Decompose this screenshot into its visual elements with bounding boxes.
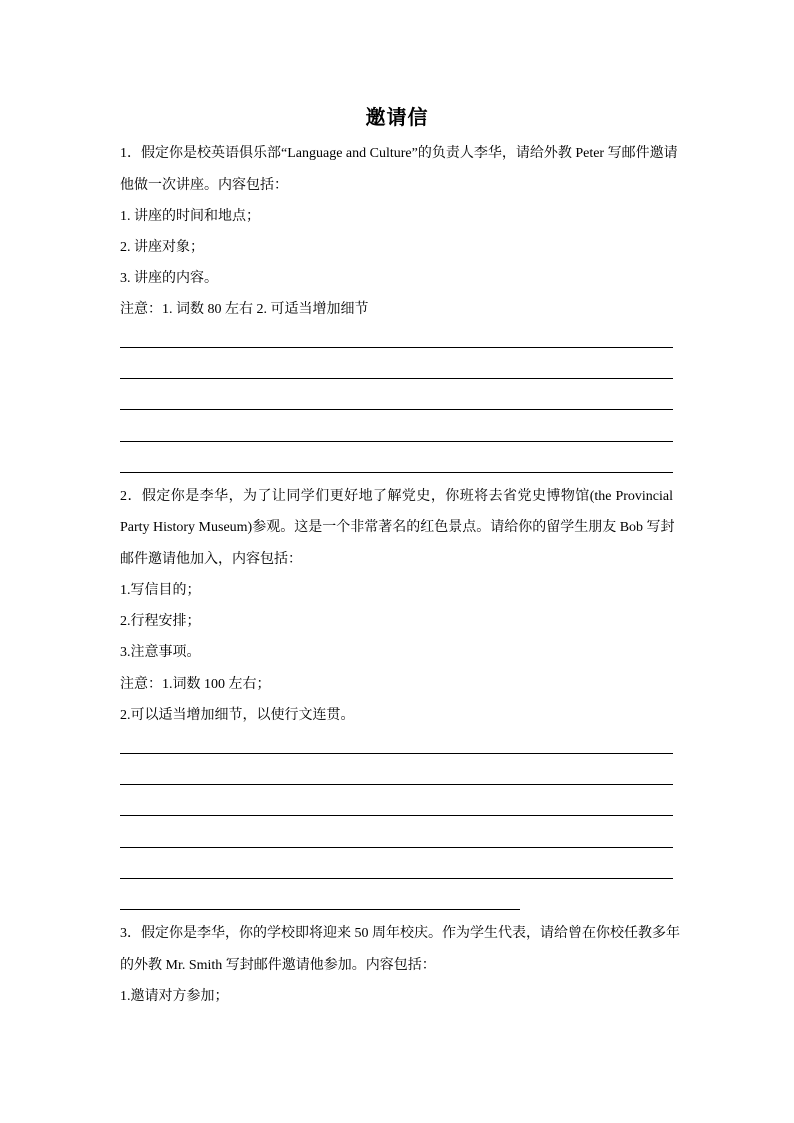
q3-prompt-line-1: 3．假定你是李华，你的学校即将迎来 50 周年校庆。作为学生代表，请给曾在你校任教多年: [120, 926, 680, 941]
q3-item-1: 1.邀请对方参加；: [120, 989, 229, 1004]
q2-prompt-line-1: 2．假定你是李华，为了让同学们更好地了解党史，你班将去省党史博物馆(the Provincial: [120, 489, 673, 504]
q2-note-1: 注意：1.词数 100 左右；: [120, 677, 271, 692]
q1-item-2: 2. 讲座对象；: [120, 240, 204, 255]
q2-item-1: 1.写信目的；: [120, 583, 201, 598]
q1-answer-line: [120, 472, 673, 473]
q1-note: 注意：1. 词数 80 左右 2. 可适当增加细节: [120, 302, 369, 317]
q1-answer-line: [120, 378, 673, 379]
q2-answer-line: [120, 815, 673, 816]
q3-prompt-line-2: 的外教 Mr. Smith 写封邮件邀请他参加。内容包括：: [120, 958, 436, 973]
q1-item-3: 3. 讲座的内容。: [120, 271, 218, 286]
q1-answer-line: [120, 347, 673, 348]
document-title: 邀请信: [365, 107, 429, 129]
q2-answer-line: [120, 784, 673, 785]
q1-prompt-line-1: 1．假定你是校英语俱乐部“Language and Culture”的负责人李华，请给外教 Peter 写邮件邀请: [120, 146, 678, 161]
q2-answer-line: [120, 878, 673, 879]
q2-item-2: 2.行程安排；: [120, 614, 201, 629]
q1-answer-line: [120, 441, 673, 442]
q1-item-1: 1. 讲座的时间和地点；: [120, 209, 260, 224]
q2-prompt-line-3: 邮件邀请他加入，内容包括：: [120, 552, 302, 567]
q2-answer-line: [120, 753, 673, 754]
q1-prompt-line-2: 他做一次讲座。内容包括：: [120, 178, 288, 193]
q2-item-3: 3.注意事项。: [120, 645, 201, 660]
q1-answer-line: [120, 409, 673, 410]
q2-answer-line-short: [120, 909, 520, 910]
q2-note-2: 2.可以适当增加细节，以使行文连贯。: [120, 708, 355, 723]
q2-answer-line: [120, 847, 673, 848]
q2-prompt-line-2: Party History Museum)参观。这是一个非常著名的红色景点。请给你的留学生朋友 Bob 写封: [120, 520, 675, 535]
